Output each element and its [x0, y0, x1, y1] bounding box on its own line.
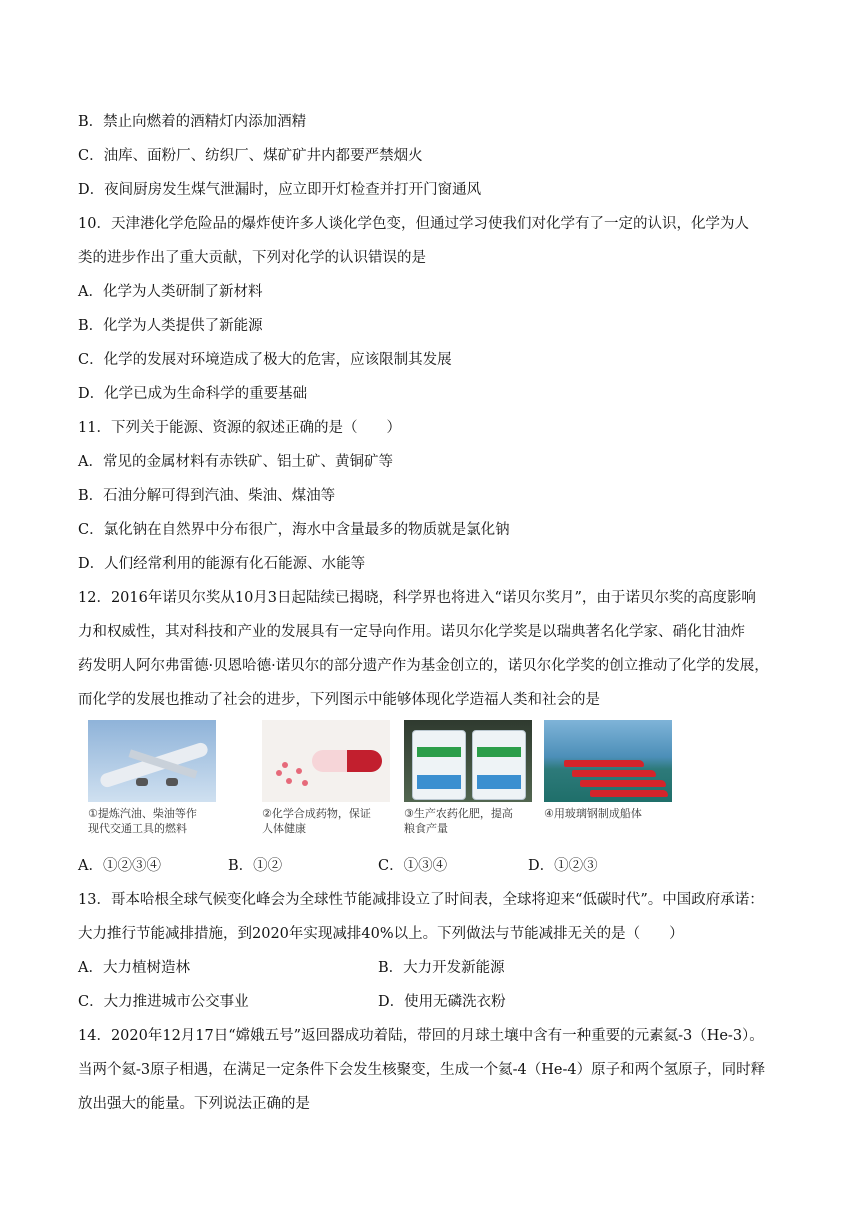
q10-stem-line1: 10．天津港化学危险品的爆炸使许多人谈化学色变，但通过学习使我们对化学有了一定的认识，化学为人: [78, 216, 749, 232]
q14-stem-line1: 14．2020年12月17日“嫦娥五号”返回器成功着陆，带回的月球土壤中含有一种重要的元素氦-3（He-3）。: [78, 1028, 764, 1044]
figure-caption: ①提炼汽油、柴油等作: [88, 807, 197, 820]
q9-option-b: B．禁止向燃着的酒精灯内添加酒精: [78, 114, 307, 130]
q13-options-row2: [78, 992, 790, 1012]
q12-stem-line2: 力和权威性，其对科技和产业的发展具有一定导向作用。诺贝尔化学奖是以瑞典著名化学家、硝化甘油炸: [78, 624, 745, 640]
figure-caption: ④用玻璃钢制成船体: [544, 807, 642, 820]
q14-stem-line3: 放出强大的能量。下列说法正确的是: [78, 1096, 310, 1112]
q11-option-b: B．石油分解可得到汽油、柴油、煤油等: [78, 488, 336, 504]
q12-stem-line4: 而化学的发展也推动了社会的进步，下列图示中能够体现化学造福人类和社会的是: [78, 692, 600, 708]
q10-option-d: D．化学已成为生命科学的重要基础: [78, 386, 308, 402]
q9-option-d: D．夜间厨房发生煤气泄漏时，应立即开灯检查并打开门窗通风: [78, 182, 482, 198]
q10-stem-line2: 类的进步作出了重大贡献，下列对化学的认识错误的是: [78, 250, 426, 266]
medicine-image: [262, 720, 390, 802]
q13-option-d: D．使用无磷洗衣粉: [378, 994, 506, 1010]
q11-option-d: D．人们经常利用的能源有化石能源、水能等: [78, 556, 366, 572]
q12-option-a: A．①②③④: [78, 858, 161, 874]
q12-options: [78, 856, 790, 876]
q11-option-a: A．常见的金属材料有赤铁矿、铝土矿、黄铜矿等: [78, 454, 393, 470]
q12-option-b: B．①②: [228, 858, 283, 874]
figure-caption: 现代交通工具的燃料: [88, 822, 187, 835]
q13-stem-line1: 13．哥本哈根全球气候变化峰会为全球性节能减排设立了时间表，全球将迎来“低碳时代”。中国政府承诺：: [78, 892, 764, 908]
q10-option-c: C．化学的发展对环境造成了极大的危害，应该限制其发展: [78, 352, 452, 368]
figure-airplane: [88, 720, 216, 836]
q13-stem-line2: 大力推行节能减排措施，到2020年实现减排40%以上。下列做法与节能减排无关的是（ ）: [78, 926, 684, 942]
q13-option-c: C．大力推进城市公交事业: [78, 994, 249, 1010]
figure-boats: [544, 720, 672, 821]
q12-stem-line1: 12．2016年诺贝尔奖从10月3日起陆续已揭晓，科学界也将进入“诺贝尔奖月”，由于诺贝尔奖的高度影响: [78, 590, 756, 606]
q12-stem-line3: 药发明人阿尔弗雷德·贝恩哈德·诺贝尔的部分遗产作为基金创立的，诺贝尔化学奖的创立推动了化学的发展，: [78, 658, 769, 674]
figure-fertilizer: [404, 720, 532, 836]
q10-option-b: B．化学为人类提供了新能源: [78, 318, 263, 334]
figure-caption: ②化学合成药物，保证: [262, 807, 371, 820]
fertilizer-image: [404, 720, 532, 802]
q12-option-d: D．①②③: [528, 858, 598, 874]
q13-options-row1: [78, 958, 790, 978]
q14-stem-line2: 当两个氦-3原子相遇，在满足一定条件下会发生核聚变，生成一个氦-4（He-4）原子和两个氢原子，同时释: [78, 1062, 766, 1078]
q9-option-c: C．油库、面粉厂、纺织厂、煤矿矿井内都要严禁烟火: [78, 148, 423, 164]
boats-image: [544, 720, 672, 802]
q13-option-a: A．大力植树造林: [78, 960, 190, 976]
q12-option-c: C．①③④: [378, 858, 448, 874]
figure-medicine: [262, 720, 390, 836]
figure-caption: ③生产农药化肥，提高: [404, 807, 513, 820]
q11-option-c: C．氯化钠在自然界中分布很广，海水中含量最多的物质就是氯化钠: [78, 522, 510, 538]
q11-stem: 11．下列关于能源、资源的叙述正确的是（ ）: [78, 420, 401, 436]
airplane-image: [88, 720, 216, 802]
figure-caption: 粮食产量: [404, 822, 448, 835]
q13-option-b: B．大力开发新能源: [378, 960, 505, 976]
figure-caption: 人体健康: [262, 822, 306, 835]
q10-option-a: A．化学为人类研制了新材料: [78, 284, 263, 300]
q12-figures: [88, 720, 678, 835]
